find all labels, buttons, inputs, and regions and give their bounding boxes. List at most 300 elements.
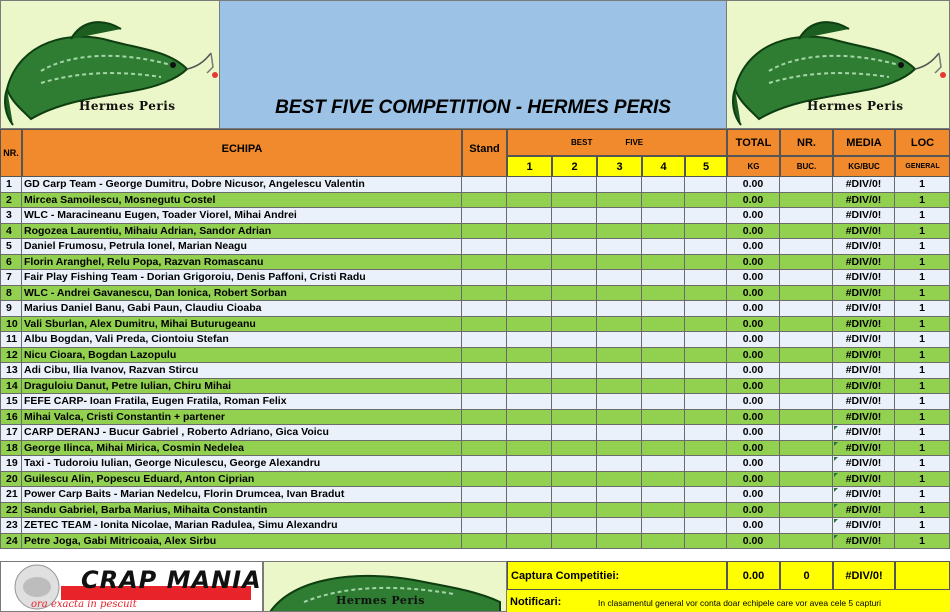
row-nr-buc[interactable] — [780, 379, 833, 395]
row-best-5[interactable] — [685, 441, 727, 457]
row-media[interactable]: #DIV/0! — [833, 255, 895, 271]
row-nr[interactable]: 23 — [0, 518, 22, 534]
row-loc[interactable]: 1 — [895, 518, 950, 534]
row-best-1[interactable] — [507, 208, 552, 224]
row-best-3[interactable] — [597, 177, 642, 193]
row-best-3[interactable] — [597, 534, 642, 550]
row-stand[interactable] — [462, 317, 507, 333]
row-best-3[interactable] — [597, 363, 642, 379]
row-nr[interactable]: 24 — [0, 534, 22, 550]
row-best-5[interactable] — [685, 239, 727, 255]
row-total-kg[interactable]: 0.00 — [727, 394, 780, 410]
row-best-2[interactable] — [552, 518, 597, 534]
row-best-2[interactable] — [552, 534, 597, 550]
row-best-1[interactable] — [507, 363, 552, 379]
row-nr-buc[interactable] — [780, 394, 833, 410]
row-team[interactable]: George Ilinca, Mihai Mirica, Cosmin Nedelea — [22, 441, 462, 457]
row-loc[interactable]: 1 — [895, 441, 950, 457]
row-best-2[interactable] — [552, 425, 597, 441]
row-best-4[interactable] — [642, 363, 685, 379]
row-stand[interactable] — [462, 348, 507, 364]
row-best-1[interactable] — [507, 332, 552, 348]
row-best-5[interactable] — [685, 363, 727, 379]
row-stand[interactable] — [462, 379, 507, 395]
hermes-peris-logo-left — [0, 0, 220, 129]
row-best-1[interactable] — [507, 317, 552, 333]
row-best-5[interactable] — [685, 348, 727, 364]
row-media[interactable]: #DIV/0! — [833, 518, 895, 534]
row-nr[interactable]: 17 — [0, 425, 22, 441]
row-stand[interactable] — [462, 193, 507, 209]
row-total-kg[interactable]: 0.00 — [727, 379, 780, 395]
row-best-5[interactable] — [685, 208, 727, 224]
row-loc[interactable]: 1 — [895, 534, 950, 550]
row-nr-buc[interactable] — [780, 472, 833, 488]
row-loc[interactable]: 1 — [895, 301, 950, 317]
row-best-5[interactable] — [685, 472, 727, 488]
row-loc[interactable]: 1 — [895, 193, 950, 209]
row-loc[interactable]: 1 — [895, 224, 950, 240]
row-best-5[interactable] — [685, 255, 727, 271]
row-team[interactable]: Rogozea Laurentiu, Mihaiu Adrian, Sandor Adrian — [22, 224, 462, 240]
row-media[interactable]: #DIV/0! — [833, 503, 895, 519]
table-row — [0, 518, 950, 534]
row-loc[interactable]: 1 — [895, 410, 950, 426]
row-best-4[interactable] — [642, 348, 685, 364]
row-best-3[interactable] — [597, 503, 642, 519]
row-best-1[interactable] — [507, 348, 552, 364]
row-nr[interactable]: 11 — [0, 332, 22, 348]
row-media[interactable]: #DIV/0! — [833, 208, 895, 224]
row-best-5[interactable] — [685, 425, 727, 441]
row-nr[interactable]: 9 — [0, 301, 22, 317]
row-media[interactable]: #DIV/0! — [833, 379, 895, 395]
row-stand[interactable] — [462, 534, 507, 550]
row-team[interactable]: ZETEC TEAM - Ionita Nicolae, Marian Radulea, Simu Alexandru — [22, 518, 462, 534]
row-nr-buc[interactable] — [780, 534, 833, 550]
row-stand[interactable] — [462, 503, 507, 519]
row-stand[interactable] — [462, 487, 507, 503]
row-total-kg[interactable]: 0.00 — [727, 410, 780, 426]
row-nr-buc[interactable] — [780, 348, 833, 364]
row-best-3[interactable] — [597, 456, 642, 472]
row-nr[interactable]: 7 — [0, 270, 22, 286]
row-best-4[interactable] — [642, 208, 685, 224]
row-nr-buc[interactable] — [780, 503, 833, 519]
row-best-4[interactable] — [642, 239, 685, 255]
header-total: TOTAL — [727, 129, 780, 156]
row-best-3[interactable] — [597, 193, 642, 209]
header-media-unit: KG/BUC — [833, 156, 895, 177]
row-total-kg[interactable]: 0.00 — [727, 332, 780, 348]
row-best-3[interactable] — [597, 224, 642, 240]
row-total-kg[interactable]: 0.00 — [727, 317, 780, 333]
row-best-4[interactable] — [642, 425, 685, 441]
row-loc[interactable]: 1 — [895, 332, 950, 348]
row-nr[interactable]: 5 — [0, 239, 22, 255]
row-best-1[interactable] — [507, 177, 552, 193]
table-row — [0, 317, 950, 333]
row-best-2[interactable] — [552, 487, 597, 503]
comment-indicator-icon — [834, 442, 838, 446]
row-best-4[interactable] — [642, 270, 685, 286]
row-media[interactable]: #DIV/0! — [833, 425, 895, 441]
row-nr-buc[interactable] — [780, 193, 833, 209]
row-media[interactable]: #DIV/0! — [833, 270, 895, 286]
table-row — [0, 208, 950, 224]
row-stand[interactable] — [462, 425, 507, 441]
row-stand[interactable] — [462, 441, 507, 457]
row-total-kg[interactable]: 0.00 — [727, 534, 780, 550]
row-best-1[interactable] — [507, 456, 552, 472]
row-best-4[interactable] — [642, 224, 685, 240]
row-media[interactable]: #DIV/0! — [833, 456, 895, 472]
row-media[interactable]: #DIV/0! — [833, 441, 895, 457]
row-best-2[interactable] — [552, 193, 597, 209]
row-best-5[interactable] — [685, 534, 727, 550]
row-best-2[interactable] — [552, 456, 597, 472]
row-best-5[interactable] — [685, 503, 727, 519]
row-best-5[interactable] — [685, 286, 727, 302]
row-best-2[interactable] — [552, 410, 597, 426]
row-media[interactable]: #DIV/0! — [833, 224, 895, 240]
row-best-4[interactable] — [642, 193, 685, 209]
row-best-2[interactable] — [552, 503, 597, 519]
row-loc[interactable]: 1 — [895, 317, 950, 333]
row-best-2[interactable] — [552, 348, 597, 364]
row-team[interactable]: WLC - Maracineanu Eugen, Toader Viorel, Mihai Andrei — [22, 208, 462, 224]
row-total-kg[interactable]: 0.00 — [727, 208, 780, 224]
row-best-1[interactable] — [507, 503, 552, 519]
row-stand[interactable] — [462, 472, 507, 488]
row-best-2[interactable] — [552, 239, 597, 255]
row-stand[interactable] — [462, 239, 507, 255]
row-best-1[interactable] — [507, 534, 552, 550]
row-best-3[interactable] — [597, 239, 642, 255]
row-loc[interactable]: 1 — [895, 472, 950, 488]
row-best-4[interactable] — [642, 472, 685, 488]
row-best-5[interactable] — [685, 177, 727, 193]
row-stand[interactable] — [462, 224, 507, 240]
row-best-4[interactable] — [642, 394, 685, 410]
row-nr[interactable]: 21 — [0, 487, 22, 503]
row-best-3[interactable] — [597, 472, 642, 488]
row-team[interactable]: Power Carp Baits - Marian Nedelcu, Florin Drumcea, Ivan Bradut — [22, 487, 462, 503]
row-best-1[interactable] — [507, 270, 552, 286]
row-best-1[interactable] — [507, 441, 552, 457]
row-best-5[interactable] — [685, 518, 727, 534]
row-loc[interactable]: 1 — [895, 177, 950, 193]
row-nr[interactable]: 6 — [0, 255, 22, 271]
row-media[interactable]: #DIV/0! — [833, 193, 895, 209]
row-team[interactable]: Mihai Valca, Cristi Constantin + partener — [22, 410, 462, 426]
row-best-5[interactable] — [685, 456, 727, 472]
row-total-kg[interactable]: 0.00 — [727, 270, 780, 286]
row-nr-buc[interactable] — [780, 317, 833, 333]
row-loc[interactable]: 1 — [895, 270, 950, 286]
row-total-kg[interactable]: 0.00 — [727, 472, 780, 488]
row-best-1[interactable] — [507, 518, 552, 534]
row-total-kg[interactable]: 0.00 — [727, 456, 780, 472]
row-loc[interactable]: 1 — [895, 239, 950, 255]
row-best-3[interactable] — [597, 332, 642, 348]
row-best-1[interactable] — [507, 410, 552, 426]
row-best-1[interactable] — [507, 255, 552, 271]
row-team[interactable]: FEFE CARP- Ioan Fratila, Eugen Fratila, Roman Felix — [22, 394, 462, 410]
captura-nr: 0 — [780, 561, 833, 590]
row-stand[interactable] — [462, 177, 507, 193]
row-media[interactable]: #DIV/0! — [833, 317, 895, 333]
row-best-2[interactable] — [552, 177, 597, 193]
row-best-3[interactable] — [597, 441, 642, 457]
row-best-3[interactable] — [597, 425, 642, 441]
row-total-kg[interactable]: 0.00 — [727, 301, 780, 317]
row-best-1[interactable] — [507, 379, 552, 395]
row-nr[interactable]: 4 — [0, 224, 22, 240]
row-best-2[interactable] — [552, 472, 597, 488]
row-best-1[interactable] — [507, 301, 552, 317]
row-best-4[interactable] — [642, 503, 685, 519]
row-total-kg[interactable]: 0.00 — [727, 255, 780, 271]
row-nr-buc[interactable] — [780, 177, 833, 193]
row-best-1[interactable] — [507, 394, 552, 410]
row-nr-buc[interactable] — [780, 255, 833, 271]
row-stand[interactable] — [462, 286, 507, 302]
row-best-1[interactable] — [507, 472, 552, 488]
row-media[interactable]: #DIV/0! — [833, 332, 895, 348]
row-best-4[interactable] — [642, 177, 685, 193]
row-best-3[interactable] — [597, 301, 642, 317]
row-best-2[interactable] — [552, 441, 597, 457]
row-total-kg[interactable]: 0.00 — [727, 177, 780, 193]
row-nr[interactable]: 1 — [0, 177, 22, 193]
row-best-5[interactable] — [685, 317, 727, 333]
row-media[interactable]: #DIV/0! — [833, 534, 895, 550]
row-nr[interactable]: 20 — [0, 472, 22, 488]
row-team[interactable]: Adi Cibu, Ilia Ivanov, Razvan Stircu — [22, 363, 462, 379]
row-total-kg[interactable]: 0.00 — [727, 487, 780, 503]
row-best-3[interactable] — [597, 348, 642, 364]
row-team[interactable]: GD Carp Team - George Dumitru, Dobre Nicusor, Angelescu Valentin — [22, 177, 462, 193]
row-team[interactable]: Albu Bogdan, Vali Preda, Ciontoiu Stefan — [22, 332, 462, 348]
row-best-3[interactable] — [597, 255, 642, 271]
row-best-1[interactable] — [507, 425, 552, 441]
row-best-5[interactable] — [685, 301, 727, 317]
row-best-4[interactable] — [642, 317, 685, 333]
row-best-1[interactable] — [507, 193, 552, 209]
row-best-5[interactable] — [685, 487, 727, 503]
row-media[interactable]: #DIV/0! — [833, 394, 895, 410]
row-loc[interactable]: 1 — [895, 348, 950, 364]
row-nr-buc[interactable] — [780, 410, 833, 426]
row-media[interactable]: #DIV/0! — [833, 286, 895, 302]
row-loc[interactable]: 1 — [895, 425, 950, 441]
row-best-2[interactable] — [552, 270, 597, 286]
row-team[interactable]: Draguloiu Danut, Petre Iulian, Chiru Mihai — [22, 379, 462, 395]
row-best-4[interactable] — [642, 518, 685, 534]
row-best-4[interactable] — [642, 456, 685, 472]
row-best-4[interactable] — [642, 410, 685, 426]
header-best-1: 1 — [507, 156, 552, 177]
row-total-kg[interactable]: 0.00 — [727, 441, 780, 457]
row-nr-buc[interactable] — [780, 456, 833, 472]
row-best-2[interactable] — [552, 224, 597, 240]
row-stand[interactable] — [462, 270, 507, 286]
row-total-kg[interactable]: 0.00 — [727, 503, 780, 519]
row-nr-buc[interactable] — [780, 518, 833, 534]
row-nr-buc[interactable] — [780, 301, 833, 317]
row-best-3[interactable] — [597, 487, 642, 503]
row-team[interactable]: Marius Daniel Banu, Gabi Paun, Claudiu Cioaba — [22, 301, 462, 317]
row-best-5[interactable] — [685, 270, 727, 286]
row-nr[interactable]: 14 — [0, 379, 22, 395]
row-total-kg[interactable]: 0.00 — [727, 224, 780, 240]
row-nr[interactable]: 22 — [0, 503, 22, 519]
row-stand[interactable] — [462, 208, 507, 224]
row-loc[interactable]: 1 — [895, 487, 950, 503]
row-team[interactable]: Vali Sburlan, Alex Dumitru, Mihai Buturugeanu — [22, 317, 462, 333]
row-team[interactable]: Petre Joga, Gabi Mitricoaia, Alex Sirbu — [22, 534, 462, 550]
row-nr-buc[interactable] — [780, 270, 833, 286]
row-team[interactable]: Daniel Frumosu, Petrula Ionel, Marian Neagu — [22, 239, 462, 255]
row-nr-buc[interactable] — [780, 425, 833, 441]
row-best-5[interactable] — [685, 394, 727, 410]
row-nr-buc[interactable] — [780, 332, 833, 348]
row-best-2[interactable] — [552, 286, 597, 302]
row-loc[interactable]: 1 — [895, 456, 950, 472]
row-best-3[interactable] — [597, 518, 642, 534]
row-total-kg[interactable]: 0.00 — [727, 286, 780, 302]
row-best-4[interactable] — [642, 379, 685, 395]
row-team[interactable]: Guilescu Alin, Popescu Eduard, Anton Ciprian — [22, 472, 462, 488]
row-best-4[interactable] — [642, 286, 685, 302]
row-best-3[interactable] — [597, 208, 642, 224]
row-best-4[interactable] — [642, 534, 685, 550]
row-media[interactable]: #DIV/0! — [833, 472, 895, 488]
row-stand[interactable] — [462, 394, 507, 410]
row-nr-buc[interactable] — [780, 441, 833, 457]
row-team[interactable]: Florin Aranghel, Relu Popa, Razvan Romascanu — [22, 255, 462, 271]
row-best-3[interactable] — [597, 270, 642, 286]
row-best-1[interactable] — [507, 224, 552, 240]
row-media[interactable]: #DIV/0! — [833, 363, 895, 379]
row-total-kg[interactable]: 0.00 — [727, 348, 780, 364]
row-loc[interactable]: 1 — [895, 503, 950, 519]
row-stand[interactable] — [462, 332, 507, 348]
row-best-5[interactable] — [685, 332, 727, 348]
row-total-kg[interactable]: 0.00 — [727, 193, 780, 209]
row-loc[interactable]: 1 — [895, 255, 950, 271]
row-best-2[interactable] — [552, 208, 597, 224]
row-loc[interactable]: 1 — [895, 363, 950, 379]
row-loc[interactable]: 1 — [895, 208, 950, 224]
row-nr-buc[interactable] — [780, 363, 833, 379]
row-nr-buc[interactable] — [780, 487, 833, 503]
row-nr[interactable]: 18 — [0, 441, 22, 457]
row-best-5[interactable] — [685, 410, 727, 426]
row-loc[interactable]: 1 — [895, 394, 950, 410]
row-best-1[interactable] — [507, 239, 552, 255]
row-best-1[interactable] — [507, 487, 552, 503]
row-best-3[interactable] — [597, 394, 642, 410]
row-nr[interactable]: 10 — [0, 317, 22, 333]
row-nr[interactable]: 16 — [0, 410, 22, 426]
row-nr-buc[interactable] — [780, 224, 833, 240]
row-best-2[interactable] — [552, 255, 597, 271]
row-loc[interactable]: 1 — [895, 286, 950, 302]
row-team[interactable]: Taxi - Tudoroiu Iulian, George Niculescu, George Alexandru — [22, 456, 462, 472]
row-stand[interactable] — [462, 301, 507, 317]
row-best-2[interactable] — [552, 363, 597, 379]
row-best-4[interactable] — [642, 487, 685, 503]
row-best-5[interactable] — [685, 224, 727, 240]
comment-indicator-icon — [834, 519, 838, 523]
row-total-kg[interactable]: 0.00 — [727, 363, 780, 379]
row-team[interactable]: CARP DERANJ - Bucur Gabriel , Roberto Adriano, Gica Voicu — [22, 425, 462, 441]
row-stand[interactable] — [462, 456, 507, 472]
row-nr[interactable]: 3 — [0, 208, 22, 224]
row-best-3[interactable] — [597, 410, 642, 426]
row-nr[interactable]: 2 — [0, 193, 22, 209]
row-best-4[interactable] — [642, 255, 685, 271]
row-best-2[interactable] — [552, 332, 597, 348]
row-stand[interactable] — [462, 518, 507, 534]
row-loc[interactable]: 1 — [895, 379, 950, 395]
row-total-kg[interactable]: 0.00 — [727, 518, 780, 534]
row-nr[interactable]: 12 — [0, 348, 22, 364]
row-best-4[interactable] — [642, 332, 685, 348]
row-nr-buc[interactable] — [780, 239, 833, 255]
row-nr-buc[interactable] — [780, 208, 833, 224]
row-best-4[interactable] — [642, 441, 685, 457]
row-best-5[interactable] — [685, 379, 727, 395]
header-best-five — [507, 129, 727, 156]
row-stand[interactable] — [462, 255, 507, 271]
row-best-3[interactable] — [597, 379, 642, 395]
row-total-kg[interactable]: 0.00 — [727, 425, 780, 441]
row-best-2[interactable] — [552, 379, 597, 395]
row-nr[interactable]: 13 — [0, 363, 22, 379]
row-media[interactable]: #DIV/0! — [833, 301, 895, 317]
row-total-kg[interactable]: 0.00 — [727, 239, 780, 255]
row-nr[interactable]: 15 — [0, 394, 22, 410]
row-media[interactable]: #DIV/0! — [833, 239, 895, 255]
row-stand[interactable] — [462, 410, 507, 426]
row-best-2[interactable] — [552, 301, 597, 317]
row-best-5[interactable] — [685, 193, 727, 209]
row-nr[interactable]: 19 — [0, 456, 22, 472]
row-media[interactable]: #DIV/0! — [833, 348, 895, 364]
row-best-3[interactable] — [597, 317, 642, 333]
row-best-1[interactable] — [507, 286, 552, 302]
row-team[interactable]: Mircea Samoilescu, Mosnegutu Costel — [22, 193, 462, 209]
row-media[interactable]: #DIV/0! — [833, 410, 895, 426]
table-row — [0, 394, 950, 410]
row-team[interactable]: Nicu Cioara, Bogdan Lazopulu — [22, 348, 462, 364]
row-stand[interactable] — [462, 363, 507, 379]
row-best-4[interactable] — [642, 301, 685, 317]
row-team[interactable]: Sandu Gabriel, Barba Marius, Mihaita Constantin — [22, 503, 462, 519]
row-team[interactable]: Fair Play Fishing Team - Dorian Grigoroiu, Denis Paffoni, Cristi Radu — [22, 270, 462, 286]
row-best-2[interactable] — [552, 394, 597, 410]
row-team[interactable]: WLC - Andrei Gavanescu, Dan Ionica, Robert Sorban — [22, 286, 462, 302]
row-nr[interactable]: 8 — [0, 286, 22, 302]
row-media[interactable]: #DIV/0! — [833, 487, 895, 503]
row-media[interactable]: #DIV/0! — [833, 177, 895, 193]
row-nr-buc[interactable] — [780, 286, 833, 302]
row-best-2[interactable] — [552, 317, 597, 333]
row-best-3[interactable] — [597, 286, 642, 302]
